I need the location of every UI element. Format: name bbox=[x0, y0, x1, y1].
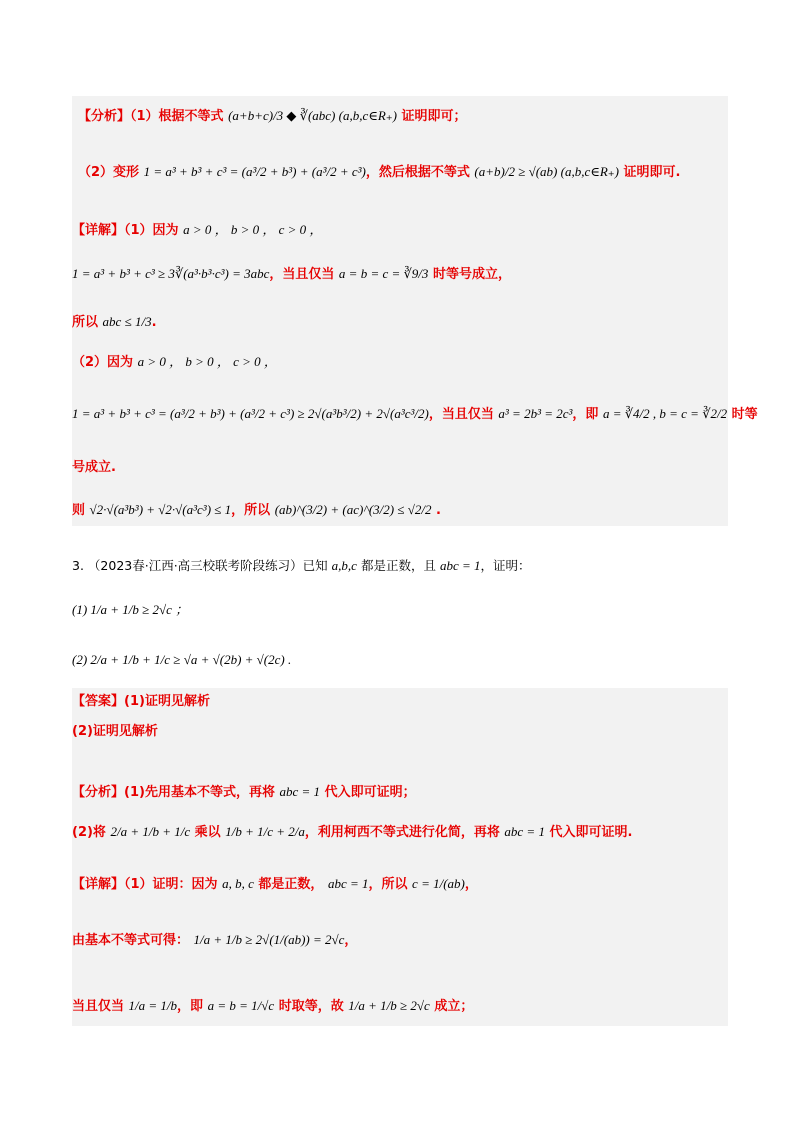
question-3-part-1 bbox=[72, 600, 188, 620]
detail-line-3: 所以 abc ≤ 1/3. bbox=[72, 314, 157, 330]
detail-line-9: 由基本不等式可得： 1/a + 1/b ≥ 2√(1/(ab)) = 2√c， bbox=[72, 932, 358, 948]
formula: a, b, c bbox=[222, 876, 254, 891]
analysis-line-3: 【分析】(1)先用基本不等式，再将 abc = 1 代入即可证明； bbox=[72, 784, 416, 800]
formula: (2) 2/a + 1/b + 1/c ≥ √a + √(2b) + √(2c) . bbox=[72, 652, 292, 667]
solution-block-q3 bbox=[72, 688, 728, 1026]
formula: a = ∛4/2 , b = c = ∛2/2 bbox=[602, 406, 728, 421]
formula: a > 0 ， b > 0 ， c > 0 ， bbox=[137, 354, 277, 369]
answer-line-2: (2)证明见解析 bbox=[72, 724, 158, 739]
analysis-line-1: 【分析】（1）根据不等式 (a+b+c)/3 ◆ ∛(abc) (a,b,c∈R₊) 证明即可； bbox=[78, 108, 467, 124]
formula: a > 0 ， b > 0 ， c > 0 ， bbox=[183, 222, 323, 237]
analysis-line-4: (2)将 2/a + 1/b + 1/c 乘以 1/b + 1/c + 2/a，利用柯西不等式进行化简，再将 abc = 1 代入即可证明. bbox=[72, 824, 633, 840]
formula: abc = 1 bbox=[279, 784, 321, 799]
solution-block-q2 bbox=[72, 96, 728, 526]
formula: a,b,c bbox=[331, 558, 357, 573]
answer-line-1: 【答案】(1)证明见解析 bbox=[72, 694, 210, 709]
formula: 2/a + 1/b + 1/c bbox=[110, 824, 191, 839]
question-number: 3. bbox=[72, 558, 84, 573]
formula: 1/b + 1/c + 2/a bbox=[225, 824, 305, 839]
formula: (1) 1/a + 1/b ≥ 2√c ； bbox=[72, 602, 189, 617]
detail-line-1: 【详解】（1）因为 a > 0 ， b > 0 ， c > 0 ， bbox=[72, 222, 323, 238]
analysis-tag: 【分析】 bbox=[78, 109, 131, 124]
formula: 1 = a³ + b³ + c³ = (a³/2 + b³) + (a³/2 + c³) bbox=[143, 164, 366, 179]
formula: abc = 1 bbox=[504, 824, 545, 839]
formula: abc ≤ 1/3 bbox=[102, 314, 152, 329]
formula: (ab)^(3/2) + (ac)^(3/2) ≤ √2/2 bbox=[274, 502, 432, 517]
question-3-stem: 3. （2023春·江西·高三校联考阶段练习）已知 a,b,c 都是正数，且 abc = 1，证明： bbox=[72, 558, 531, 573]
formula: abc = 1 bbox=[327, 876, 369, 891]
formula: √2·√(a³b³) + √2·√(a³c³) ≤ 1 bbox=[89, 502, 232, 517]
detail-line-6: 号成立. bbox=[72, 460, 116, 475]
detail-line-10: 当且仅当 1/a = 1/b，即 a = b = 1/√c 时取等，故 1/a + 1/b ≥ 2√c 成立； bbox=[72, 998, 474, 1014]
detail-tag: 【详解】 bbox=[72, 877, 125, 892]
question-3-part-2 bbox=[72, 650, 291, 670]
formula: 1/a + 1/b ≥ 2√c bbox=[348, 998, 430, 1013]
formula: c = 1/(ab) bbox=[412, 876, 465, 891]
answer-tag: 【答案】 bbox=[72, 694, 125, 709]
analysis-tag: 【分析】 bbox=[72, 785, 125, 800]
formula: a = b = 1/√c bbox=[207, 998, 275, 1013]
formula: (a+b+c)/3 ◆ ∛(abc) (a,b,c∈R₊) bbox=[228, 108, 397, 123]
detail-line-2: 1 = a³ + b³ + c³ ≥ 3∛(a³·b³·c³) = 3abc，当且仅当 a = b = c = ∛9/3 时等号成立， bbox=[72, 266, 511, 282]
detail-line-7: 则 √2·√(a³b³) + √2·√(a³c³) ≤ 1，所以 (ab)^(3/2) + (ac)^(3/2) ≤ √2/2 . bbox=[72, 502, 441, 518]
formula: abc = 1 bbox=[439, 558, 481, 573]
formula: 1/a = 1/b bbox=[128, 998, 178, 1013]
detail-tag: 【详解】 bbox=[72, 223, 125, 238]
formula: a = b = c = ∛9/3 bbox=[338, 266, 429, 281]
question-source: （2023春·江西·高三校联考阶段练习）已知 bbox=[87, 558, 328, 573]
formula: a³ = 2b³ = 2c³ bbox=[498, 406, 573, 421]
formula: (a+b)/2 ≥ √(ab) (a,b,c∈R₊) bbox=[474, 164, 619, 179]
formula: 1/a + 1/b ≥ 2√(1/(ab)) = 2√c bbox=[193, 932, 345, 947]
detail-line-8: 【详解】（1）证明：因为 a, b, c 都是正数， abc = 1，所以 c = 1/(ab)， bbox=[72, 876, 478, 892]
formula: 1 = a³ + b³ + c³ ≥ 3∛(a³·b³·c³) = 3abc bbox=[72, 266, 270, 281]
formula: 1 = a³ + b³ + c³ = (a³/2 + b³) + (a³/2 + c³) ≥ 2√(a³b³/2) + 2√(a³c³/2) bbox=[72, 406, 429, 421]
detail-line-4: （2）因为 a > 0 ， b > 0 ， c > 0 ， bbox=[72, 354, 277, 370]
analysis-line-2: （2）变形 1 = a³ + b³ + c³ = (a³/2 + b³) + (a³/2 + c³)，然后根据不等式 (a+b)/2 ≥ √(ab) (a,b,c∈R₊) 证明即可. bbox=[78, 164, 681, 180]
detail-line-5: 1 = a³ + b³ + c³ = (a³/2 + b³) + (a³/2 + c³) ≥ 2√(a³b³/2) + 2√(a³c³/2)，当且仅当 a³ = 2b³ = 2c³，即 a = ∛4/2 , b = c = ∛2/2 时等 bbox=[72, 406, 758, 422]
